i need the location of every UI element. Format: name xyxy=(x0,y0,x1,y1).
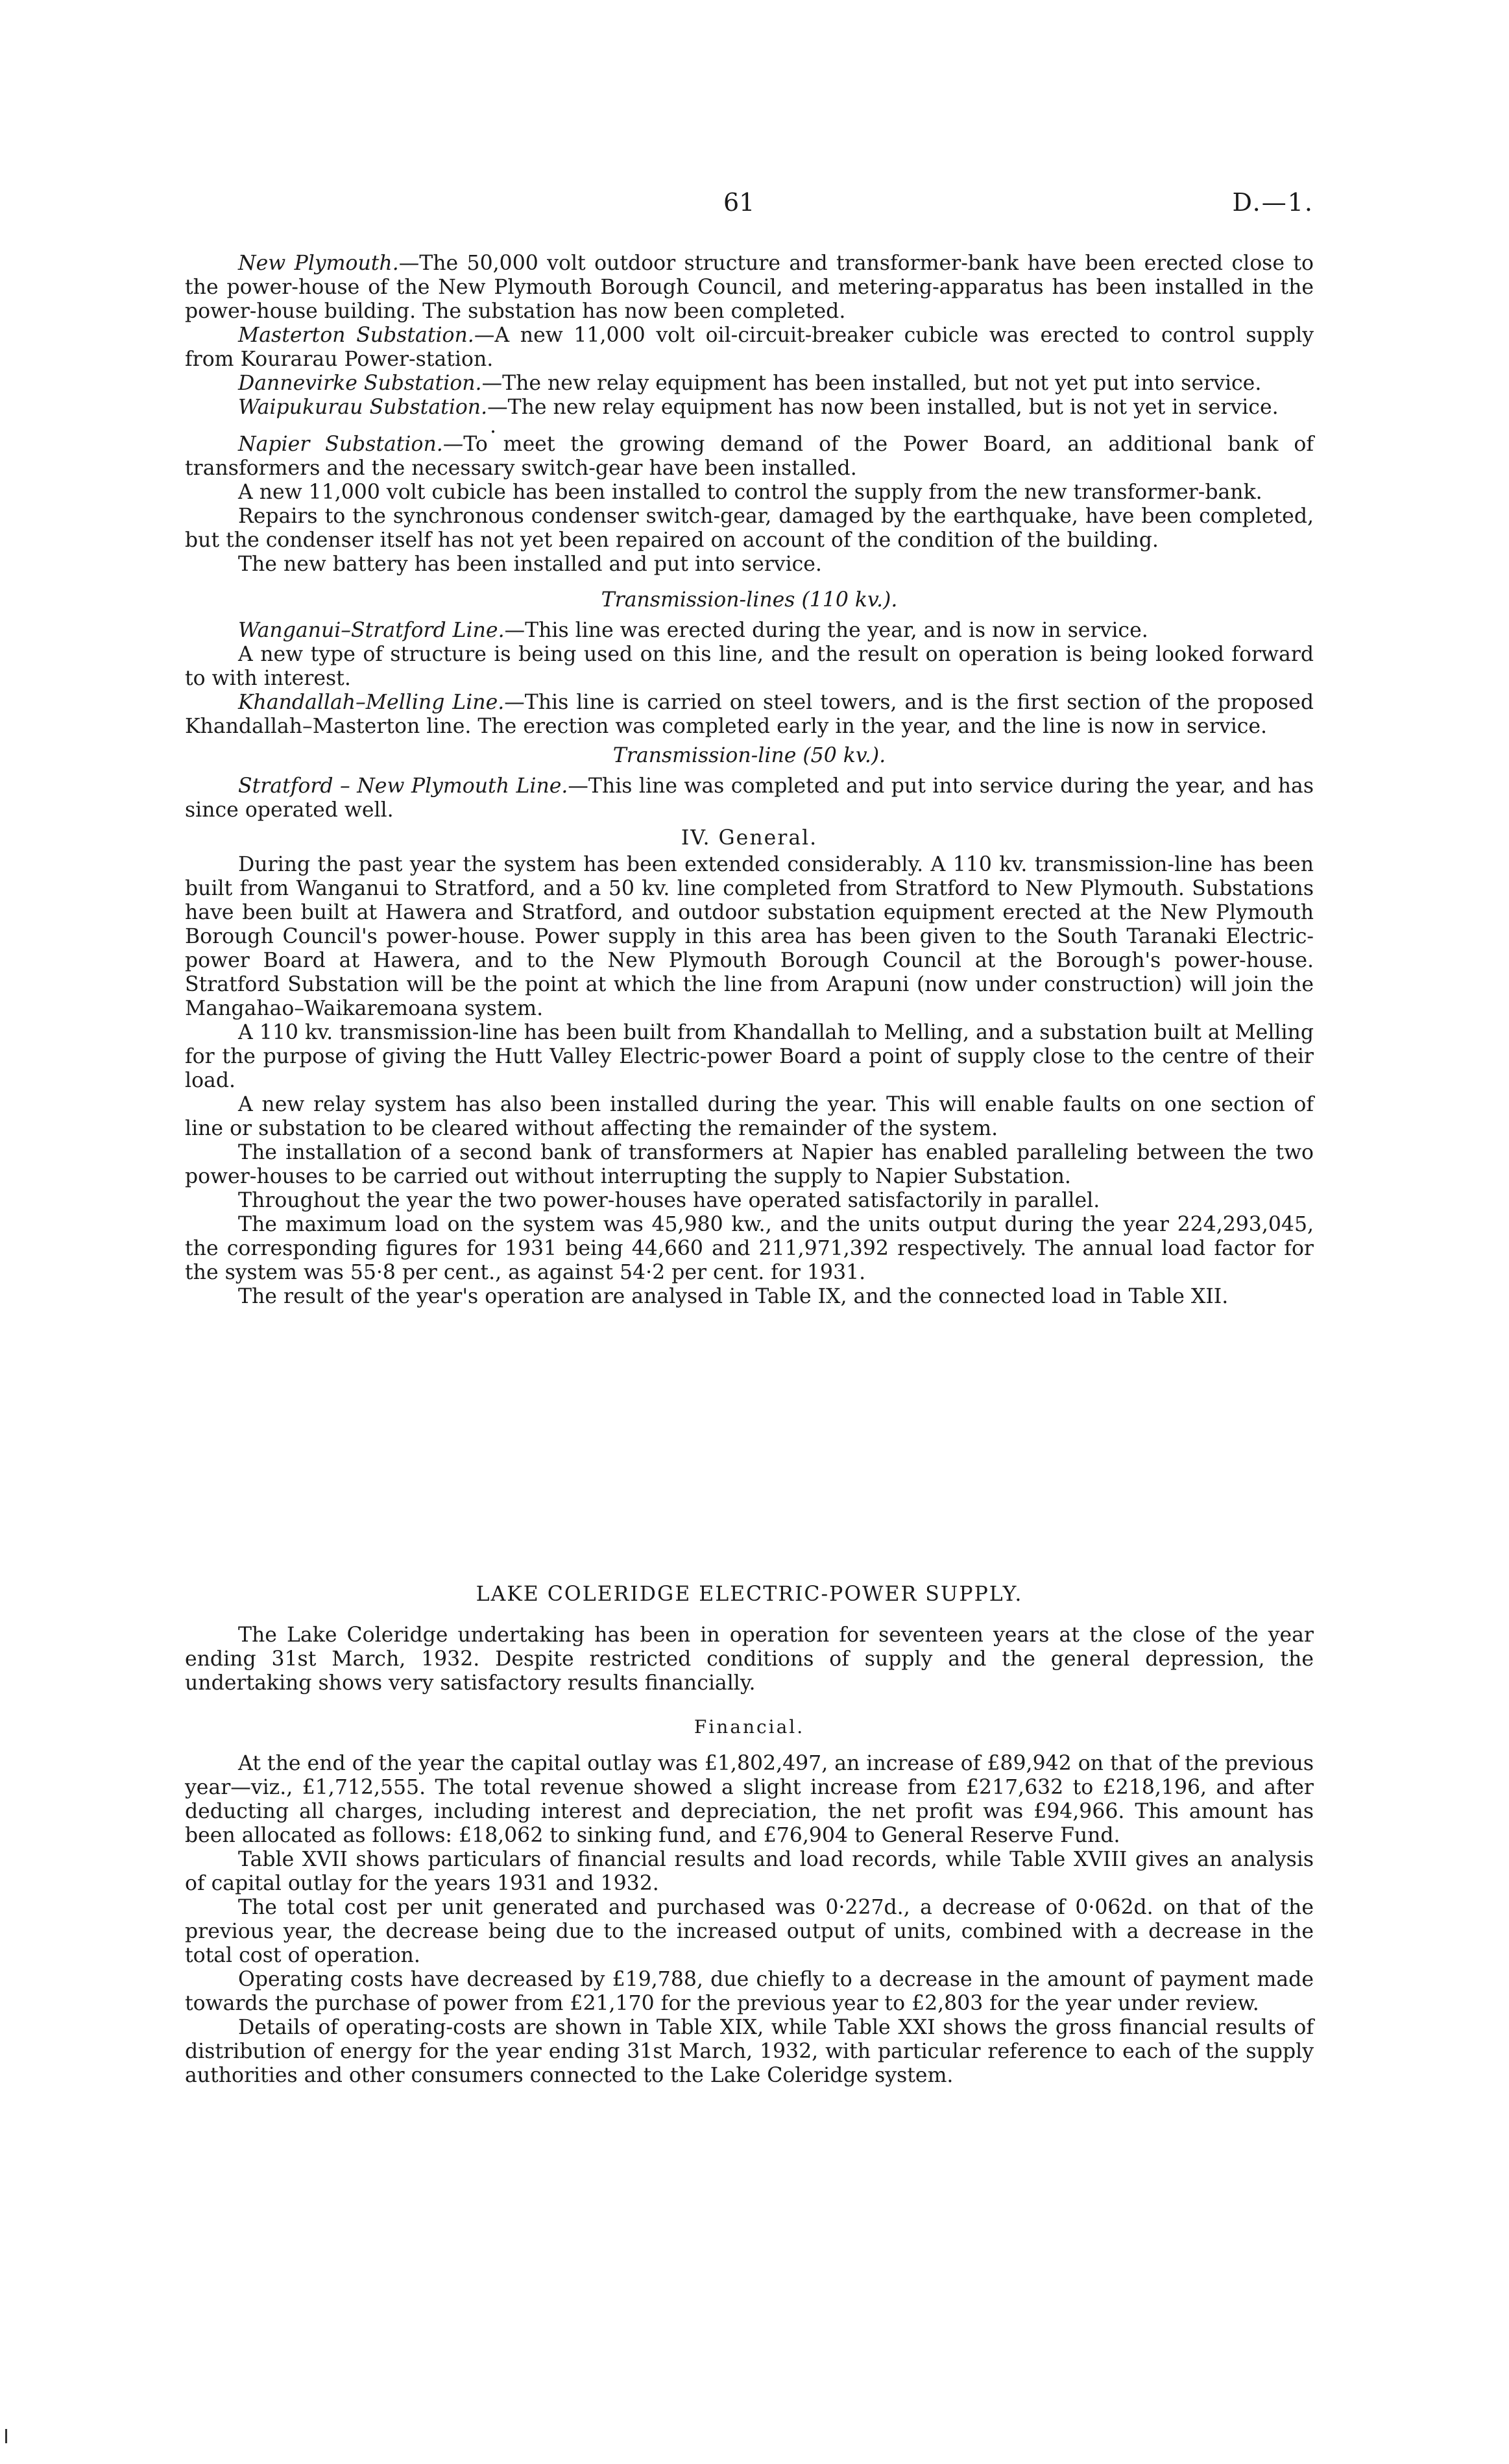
general-paragraph: During the past year the system has been extended considerably. A 110 kv. transmission-line has been built from Wanganui to Stratford, and a 50 kv. line completed from Stratford to New Plymouth. Substations have been built at Hawera and Stratford, and outdoor substation equipment erected at the New Plymouth Borough Council's power-house. Power supply in this area has been given to the South Taranaki Electric-power Board at Hawera, and to the New Plymouth Borough Council at the Borough's power-house. Stratford Substation will be the point at which the line from Arapuni (now under construction) will join the Mangahao–Waikaremoana system. xyxy=(185,853,1314,1020)
paragraph-khandallah-melling: Khandallah–Melling Line.—This line is carried on steel towers, and is the first section of the proposed Khandallah–Masterton line. The erection was completed early in the year, and the line is now in service. xyxy=(185,691,1314,738)
general-paragraph: Throughout the year the two power-houses have operated satisfactorily in parallel. xyxy=(238,1189,1100,1212)
paragraph-dannevirke: Dannevirke Substation.—The new relay equipment has been installed, but not yet put into service. xyxy=(238,372,1262,395)
paragraph-battery: The new battery has been installed and put into service. xyxy=(238,553,822,576)
lake-coleridge-section xyxy=(185,1583,1314,2088)
heading-transmission-110: Transmission-lines (110 kv.). xyxy=(601,588,898,612)
financial-paragraph: The total cost per unit generated and purchased was 0·227d., a decrease of 0·062d. on that of the previous year, the decrease being due to the increased output of units, combined with a decrease in the total cost of operation. xyxy=(185,1896,1314,1967)
paragraph-masterton: Masterton Substation.—A new 11,000 volt oil-circuit-breaker cubicle was erected to control supply from Kourarau Power-station. xyxy=(185,324,1314,371)
financial-paragraph: At the end of the year the capital outlay was £1,802,497, an increase of £89,942 on that of the previous year—viz., £1,712,555. The total revenue showed a slight increase from £217,632 to £218,196, and after deducting all charges, including interest and depreciation, the net profit was £94,966. This amount has been allocated as follows: £18,062 to sinking fund, and £76,904 to General Reserve Fund. xyxy=(185,1752,1314,1847)
paragraph-waipukurau: Waipukurau Substation.—The new relay equipment has now been installed, but is not yet in service. xyxy=(238,396,1279,419)
paragraph-new-structure: A new type of structure is being used on this line, and the result on operation is being looked forward to with interest. xyxy=(185,643,1314,690)
paragraph-cubicle: A new 11,000 volt cubicle has been installed to control the supply from the new transformer-bank. xyxy=(238,481,1262,504)
general-paragraph: The maximum load on the system was 45,980 kw., and the units output during the year 224,293,045, the corresponding figures for 1931 being 44,660 and 211,971,392 respectively. The annual load factor for the system was 55·8 per cent., as against 54·2 per cent. for 1931. xyxy=(185,1213,1314,1284)
page-number: 61 xyxy=(723,188,755,217)
upper-section xyxy=(185,252,1314,1309)
heading-transmission-50: Transmission-line (50 kv.). xyxy=(612,744,886,767)
financial-paragraph: Table XVII shows particulars of financial results and load records, while Table XVIII gives an analysis of capital outlay for the years 1931 and 1932. xyxy=(185,1848,1314,1895)
paragraph-new-plymouth: New Plymouth.—The 50,000 volt outdoor structure and transformer-bank have been erected close to the power-house of the New Plymouth Borough Council, and metering-apparatus has been installed in the power-house building. The substation has now been completed. xyxy=(185,252,1314,323)
paragraph-napier: Napier Substation.—To meet the growing demand of the Power Board, an additional bank of transformers and the necessary switch-gear have been installed. xyxy=(185,433,1314,480)
general-paragraph: A 110 kv. transmission-line has been built from Khandallah to Melling, and a substation built at Melling for the purpose of giving the Hutt Valley Electric-power Board a point of supply close to the centre of their load. xyxy=(185,1021,1314,1092)
general-paragraph: The installation of a second bank of transformers at Napier has enabled paralleling between the two power-houses to be carried out without interrupting the supply to Napier Substation. xyxy=(185,1141,1314,1188)
general-paragraph: A new relay system has also been installed during the year. This will enable faults on one section of line or substation to be cleared without affecting the remainder of the system. xyxy=(185,1093,1314,1140)
stray-dot: . xyxy=(490,414,497,438)
financial-paragraph: Details of operating-costs are shown in Table XIX, while Table XXI shows the gross financial results of distribution of energy for the year ending 31st March, 1932, with particular reference to each of the supply authorities and other consumers connected to the Lake Coleridge system. xyxy=(185,2016,1314,2087)
paragraph-repairs: Repairs to the synchronous condenser switch-gear, damaged by the earthquake, have been completed, but the condenser itself has not yet been repaired on account of the condition of the building. xyxy=(185,505,1314,552)
page-header xyxy=(185,188,1314,227)
document-reference: D.—1. xyxy=(1232,188,1314,217)
financial-paragraph: Operating costs have decreased by £19,788, due chiefly to a decrease in the amount of payment made towards the purchase of power from £21,170 for the previous year to £2,803 for the year under review. xyxy=(185,1968,1314,2015)
heading-financial: Financial. xyxy=(694,1716,805,1738)
section-title-lake-coleridge: LAKE COLERIDGE ELECTRIC-POWER SUPPLY. xyxy=(476,1583,1023,1606)
paragraph-wanganui-stratford: Wanganui–Stratford Line.—This line was erected during the year, and is now in service. xyxy=(238,619,1148,642)
page-edge-mark xyxy=(5,2429,7,2443)
lake-intro-paragraph: The Lake Coleridge undertaking has been in operation for seventeen years at the close of the year ending 31st March, 1932. Despite restricted conditions of supply and the general depression, the undertaking shows very satisfactory results financially. xyxy=(185,1623,1314,1695)
general-paragraph: The result of the year's operation are analysed in Table IX, and the connected load in Table XII. xyxy=(238,1285,1229,1308)
heading-general: IV. General. xyxy=(681,826,818,850)
paragraph-stratford-new-plymouth: Stratford – New Plymouth Line.—This line was completed and put into service during the year, and has since operated well. xyxy=(185,774,1314,822)
